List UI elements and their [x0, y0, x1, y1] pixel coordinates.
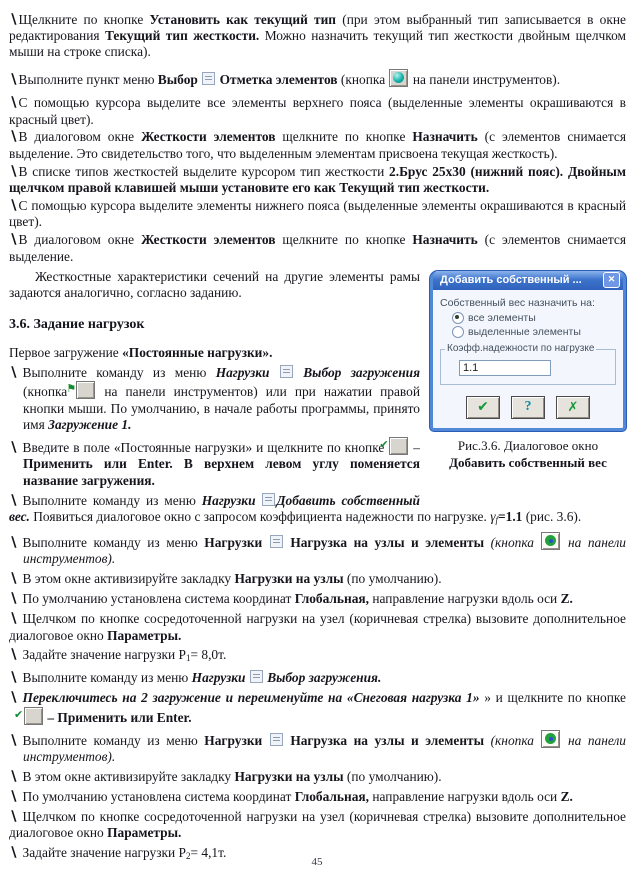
text-run: Первое загружение	[9, 344, 123, 360]
bullet-marker: ∖	[9, 364, 18, 380]
bullet-marker: ∖	[9, 670, 18, 686]
text-run: Выполните команду из меню	[22, 670, 192, 686]
text-run: Выполните команду из меню	[22, 534, 205, 550]
menu-item-icon	[250, 670, 263, 683]
coefficient-input[interactable]	[459, 360, 551, 376]
instruction-item	[9, 69, 626, 88]
text-run: (с элементов снимается выделение. Это свидетельство того, что выделенным элементам присвоена текущая жесткость).	[9, 129, 626, 161]
apply-icon	[477, 399, 489, 415]
bullet-marker: ∖	[9, 611, 18, 627]
text-run: на панели инструментов).	[23, 732, 626, 764]
figure-3-6	[430, 271, 626, 472]
self-weight-assign-label: Собственный вес назначить на:	[440, 296, 595, 309]
text-run: на панели инструментов).	[23, 534, 626, 567]
bullet-marker: ∖	[9, 439, 18, 455]
text-run: Параметры.	[107, 627, 182, 643]
text-run: γ	[490, 509, 496, 525]
text-run: Добавить собственный вес.	[9, 492, 420, 525]
menu-item-icon	[280, 365, 293, 378]
text-run: (кнопка	[490, 732, 541, 748]
bullet-marker: ∖	[9, 492, 18, 508]
cancel-icon: ✗	[567, 399, 579, 415]
instruction-item	[9, 129, 626, 162]
add-self-weight-dialog	[430, 271, 626, 431]
instruction-item	[9, 591, 626, 607]
radio-selected-elements[interactable]	[452, 326, 616, 338]
bullet-marker: ∖	[9, 647, 18, 663]
text-run: Нагрузки	[215, 364, 270, 380]
bullet-marker: ∖	[9, 163, 18, 179]
instruction-item	[9, 730, 626, 766]
text-run: Нагрузки	[191, 670, 246, 686]
bullet-marker: ∖	[9, 71, 18, 87]
text-run: направление нагрузки вдоль оси	[369, 591, 561, 607]
text-run: » и щелкните по кнопке	[479, 690, 626, 706]
apply-button[interactable]	[466, 396, 500, 419]
section-loads	[9, 269, 626, 865]
bullet-marker: ∖	[9, 844, 18, 860]
text-run: С помощью курсора выделите элементы нижнего пояса (выделенные элементы окрашиваются в красный цвет).	[9, 198, 626, 230]
text-run: Назначить	[412, 232, 478, 248]
apply-icon	[24, 707, 43, 725]
coefficient-groupbox	[440, 342, 616, 385]
text-run: Нагрузки на узлы	[234, 768, 344, 784]
text-run: Загружение 1.	[48, 417, 132, 433]
radio-unselected-icon	[452, 326, 464, 338]
text-run: Выбор	[157, 71, 198, 87]
text-run: Параметры.	[107, 825, 182, 841]
text-run: на панели инструментов) или при нажатии правой кнопки мыши. По умолчанию, в начале работы программы, принято имя	[23, 384, 420, 433]
node-load-icon	[541, 532, 560, 550]
bullet-marker: ∖	[9, 690, 18, 706]
text-run: щелкните по кнопке	[275, 232, 413, 248]
text-run: Применить или Enter. В верхнем левом углу поменяется название загружения.	[23, 456, 420, 488]
instruction-item	[9, 809, 626, 842]
radio-all-elements-label: все элементы	[468, 311, 536, 324]
text-run: Нагрузки на узлы	[234, 571, 344, 587]
text-run: В диалоговом окне	[18, 232, 142, 248]
instruction-item	[9, 12, 626, 61]
text-run: щелкните по кнопке	[275, 129, 413, 145]
radio-all-elements[interactable]	[452, 312, 616, 324]
radio-selected-elements-label: выделенные элементы	[468, 325, 581, 338]
text-run	[262, 535, 269, 550]
text-run: Задайте значение нагрузки P	[22, 647, 186, 663]
cancel-button[interactable]	[556, 396, 590, 419]
text-run: (с элементов снимается выделение.	[9, 232, 626, 264]
text-run: (кнопка	[337, 71, 389, 87]
mark-elements-icon	[389, 69, 408, 87]
text-run: По умолчанию установлена система координат	[22, 591, 295, 607]
section-heading: 3.6. Задание нагрузок	[9, 316, 145, 332]
menu-item-icon	[270, 733, 283, 746]
instruction-item	[9, 493, 626, 529]
section-stiffness-instructions	[9, 12, 626, 266]
coefficient-groupbox-title: Коэфф.надежности по нагрузке	[447, 342, 595, 354]
instruction-item	[9, 95, 626, 128]
text-run: Выполните пункт меню	[18, 71, 158, 87]
text-run: Глобальная,	[294, 591, 370, 607]
text-run: Щелчком по кнопке сосредоточенной нагрузки на узел (коричневая стрелка) вызовите дополнительное диалоговое окно	[9, 808, 626, 841]
text-run: В этом окне активизируйте закладку	[22, 768, 235, 784]
bullet-marker: ∖	[9, 11, 18, 27]
text-run: Выполните команду из меню	[22, 492, 202, 508]
text-run: =1.1	[498, 509, 523, 525]
bullet-marker: ∖	[9, 95, 18, 111]
bullet-marker: ∖	[9, 808, 18, 824]
text-run: Переключитесь на 2 загружение и переименуйте на «Снеговая нагрузка 1»	[22, 690, 480, 706]
text-run: Щелчком по кнопке сосредоточенной нагрузки на узел (коричневая стрелка) вызовите дополнительное диалоговое окно	[9, 611, 626, 643]
text-run: Глобальная,	[294, 788, 370, 804]
text-run: Выполните команду из меню	[22, 364, 216, 380]
instruction-item	[9, 164, 626, 197]
close-icon[interactable]: ✕	[603, 272, 620, 288]
text-run: –	[409, 439, 420, 455]
bullet-marker: ∖	[9, 232, 18, 248]
text-run: Z.	[560, 591, 573, 607]
text-run	[256, 493, 262, 508]
text-run: «Постоянные нагрузки».	[122, 344, 273, 360]
text-run: С помощью курсора выделите все элементы верхнего пояса (выделенные элементы окрашиваются в красный цвет).	[9, 95, 626, 127]
text-run: направление нагрузки вдоль оси	[369, 788, 561, 804]
text-run: Нагрузки	[204, 732, 263, 748]
text-run: (по умолчанию).	[343, 768, 442, 784]
bullet-marker: ∖	[9, 768, 18, 784]
text-run: Нагрузка на узлы и элементы	[290, 534, 485, 550]
text-run: (кнопка	[23, 384, 76, 400]
bullet-marker: ∖	[9, 788, 18, 804]
text-run: Появиться диалоговое окно с запросом коэффициента надежности по нагрузке.	[29, 509, 491, 525]
apply-icon	[389, 437, 408, 455]
bullet-marker: ∖	[9, 571, 18, 587]
bullet-marker: ∖	[9, 129, 18, 145]
text-run: f	[495, 515, 498, 526]
text-run: В этом окне активизируйте закладку	[22, 571, 235, 587]
text-run: В диалоговом окне	[18, 129, 142, 145]
instruction-item	[9, 198, 626, 231]
instruction-item	[9, 690, 626, 726]
text-run: Можно назначить текущий тип жесткости двойным щелчком мыши на строке списка).	[9, 27, 626, 60]
radio-selected-icon	[452, 312, 464, 324]
dialog-body	[433, 290, 623, 428]
menu-item-icon	[202, 72, 215, 85]
text-run: Выбор загружения.	[267, 670, 382, 686]
menu-item-icon	[270, 535, 283, 548]
bullet-marker: ∖	[9, 534, 18, 550]
help-button[interactable]	[511, 396, 545, 419]
figure-caption-line1: Рис.3.6. Диалоговое окно	[457, 437, 599, 453]
text-run: Z.	[560, 788, 573, 804]
text-run: (кнопка	[490, 534, 541, 550]
instruction-item	[9, 789, 626, 805]
text-run: Жесткостные характеристики сечений на другие элементы рамы задаются аналогично, согласно заданию.	[9, 268, 420, 301]
help-icon: ?	[524, 399, 532, 415]
text-run	[245, 670, 248, 685]
text-run: Назначить	[412, 129, 478, 145]
page-number: 45	[311, 855, 323, 868]
text-run: 2.Брус 25х30 (нижний пояс). Двойным щелчком правой клавишей мыши установите его как Текущий тип жесткости.	[9, 163, 626, 196]
text-run: Отметка элементов	[219, 71, 338, 87]
menu-item-icon	[262, 493, 275, 506]
figure-caption-line2: Добавить собственный вес	[449, 454, 607, 470]
text-run: Жесткости элементов	[141, 129, 276, 145]
text-run: (при этом выбранный тип записывается в окне редактирования	[9, 11, 626, 43]
select-loading-icon	[76, 381, 95, 399]
text-run: Нагрузка на узлы и элементы	[290, 732, 485, 748]
figure-caption	[430, 438, 626, 472]
instruction-item	[9, 232, 626, 265]
instruction-item	[9, 571, 626, 587]
text-run: В списке типов жесткостей выделите курсором тип жесткости	[18, 163, 390, 179]
text-run: Нагрузки	[201, 492, 256, 508]
text-run: Текущий тип жесткости.	[105, 27, 260, 43]
instruction-item	[9, 647, 626, 666]
text-run	[262, 733, 269, 748]
text-run: = 4,1т.	[190, 844, 227, 860]
dialog-button-row	[440, 396, 616, 419]
text-run: = 8,0т.	[190, 647, 227, 663]
bullet-marker: ∖	[9, 591, 18, 607]
instruction-item	[9, 611, 626, 644]
text-run: 1	[185, 653, 191, 664]
text-run: Щелкните по кнопке	[18, 11, 150, 27]
text-run: Задайте значение нагрузки P	[22, 844, 186, 860]
text-run: Нагрузки	[204, 534, 263, 550]
text-run: Жесткости элементов	[141, 232, 276, 248]
text-run: По умолчанию установлена система координат	[22, 788, 295, 804]
text-run: 2	[185, 850, 191, 861]
instruction-item	[9, 769, 626, 785]
text-run	[198, 72, 201, 87]
dialog-title: Добавить собственный ...	[440, 274, 582, 287]
text-run: Выбор загружения	[303, 364, 420, 380]
text-run: – Применить или Enter.	[47, 709, 192, 725]
bullet-marker: ∖	[9, 198, 18, 214]
text-run	[294, 365, 303, 380]
text-run: на панели инструментов).	[409, 71, 561, 87]
text-run: (рис. 3.6).	[522, 509, 582, 525]
text-run	[270, 365, 279, 380]
node-load-icon	[541, 730, 560, 748]
instruction-item	[9, 532, 626, 568]
text-run: Установить как текущий тип	[149, 11, 337, 27]
text-run: Введите в поле «Постоянные нагрузки» и щелкните по кнопке	[22, 439, 389, 455]
text-run: (по умолчанию).	[343, 571, 442, 587]
bullet-marker: ∖	[9, 732, 18, 748]
text-run: Выполните команду из меню	[22, 732, 205, 748]
instruction-item	[9, 670, 626, 686]
dialog-titlebar	[433, 271, 623, 290]
